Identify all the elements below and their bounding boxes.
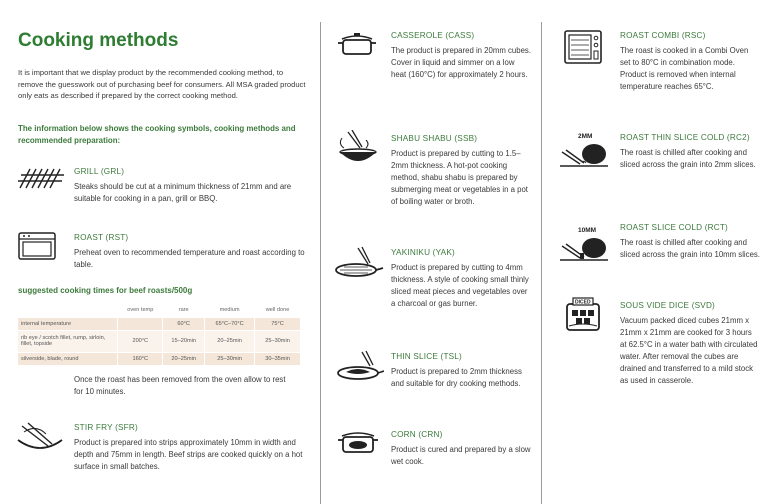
method-desc: Product is cured and prepared by a slow wet cook. (391, 445, 531, 467)
shabu-shabu-icon (336, 130, 380, 170)
roast-slice-cold-icon (558, 224, 610, 262)
rest-note: Once the roast has been removed from the oven allow to rest for 10 minutes. (74, 375, 286, 397)
method-desc: Vacuum packed diced cubes 21mm x 21mm x 21mm are cooked for 3 hours at 62.5°C in a water bath with circulated water. After removal the cubes are drained and transferred to a mild stock as used in casserole. (620, 316, 758, 386)
grill-icon (18, 166, 64, 192)
table-header: oven temp (118, 303, 163, 317)
table-row: internal temperature 60°C 65°C–70°C 75°C (18, 317, 301, 330)
page-title: Cooking methods (18, 30, 179, 51)
method-roast-thin-slice-cold (620, 133, 760, 171)
method-desc: The product is prepared in 20mm cubes. Cover in liquid and simmer on a low heat (160°C) for approximately 2 hours. (391, 46, 531, 80)
intro-text: It is important that we display product by the recommended cooking method, to remove the guesswork out of purchasing beef for consumers. All MSA graded product only eats as described if prepared by the correct cooking method. (18, 68, 306, 101)
method-thin-slice (391, 352, 531, 390)
method-desc: Product is prepared into strips approximately 10mm in width and depth and 75mm in length. Beef strips are cooked quickly on a hot surface in small batches. (74, 438, 303, 472)
combi-oven-icon (564, 30, 602, 64)
thin-slice-icon (336, 350, 384, 382)
method-stir-fry (74, 423, 310, 473)
sous-vide-icon (563, 296, 603, 332)
method-desc: Product is prepared by cutting to 4mm thickness. A style of cooking small thinly sliced meat pieces and vegetables over a charcoal or gas burner. (391, 263, 529, 309)
table-header (18, 303, 118, 317)
method-desc: Preheat oven to recommended temperature and roast according to table. (74, 248, 305, 270)
method-desc: Product is prepared to 2mm thickness and suitable for dry cooking methods. (391, 367, 522, 389)
method-roast (74, 233, 306, 271)
cooking-times-table (18, 303, 301, 366)
slice-size-label: 10MM (578, 227, 597, 234)
table-header: medium (205, 303, 255, 317)
method-sous-vide-dice (620, 301, 760, 388)
table-header: rare (163, 303, 205, 317)
method-desc: The roast is cooked in a Combi Oven set to 80°C in combination mode. Product is removed when internal temperature reaches 65°C. (620, 46, 749, 92)
method-desc: The roast is chilled after cooking and sliced across the grain into 2mm slices. (620, 148, 756, 170)
column-divider (320, 22, 321, 504)
casserole-icon (338, 32, 376, 58)
method-desc: Steaks should be cut at a minimum thickness of 21mm and are suitable for cooking in a pan, grill or BBQ. (74, 182, 292, 204)
roast-thin-slice-cold-icon (558, 130, 610, 168)
method-name: SHABU SHABU (SSB) (391, 134, 478, 143)
method-name: STIR FRY (SFR) (74, 423, 138, 432)
method-name: ROAST THIN SLICE COLD (RC2) (620, 133, 750, 142)
method-name: CORN (CRN) (391, 430, 443, 439)
column-divider (541, 22, 542, 504)
method-name: ROAST COMBI (RSC) (620, 31, 706, 40)
intro-heading: The information below shows the cooking symbols, cooking methods and recommended preparation: (18, 124, 296, 145)
method-shabu-shabu (391, 134, 531, 208)
table-note (74, 374, 294, 398)
method-name: CASSEROLE (CASS) (391, 31, 475, 40)
method-corn (391, 430, 531, 468)
table-row: silverside, blade, round 160°C 20–25min 25–30min 30–35min (18, 352, 301, 365)
corn-icon (338, 428, 378, 456)
oven-icon (18, 232, 56, 260)
method-name: THIN SLICE (TSL) (391, 352, 462, 361)
method-roast-combi (620, 31, 760, 93)
method-name: ROAST (RST) (74, 233, 129, 242)
method-name: SOUS VIDE DICE (SVD) (620, 301, 715, 310)
method-desc: The roast is chilled after cooking and sliced across the grain into 10mm slices. (620, 238, 760, 260)
table-heading: suggested cooking times for beef roasts/500g (18, 286, 193, 295)
yakiniku-icon (334, 246, 384, 280)
method-roast-slice-cold (620, 223, 760, 261)
method-name: ROAST SLICE COLD (RCT) (620, 223, 728, 232)
method-yakiniku (391, 248, 531, 310)
method-desc: Product is prepared by cutting to 1.5–2mm thickness. A hot-pot cooking method, shabu shabu is prepared by submerging meat or vegetables in a pot of boiling water or broth. (391, 149, 528, 207)
table-header: well done (255, 303, 301, 317)
table-row: rib eye / scotch fillet, rump, sirloin, fillet, topside 200°C 15–20min 20–25min 25–30min (18, 330, 301, 352)
method-name: YAKINIKU (YAK) (391, 248, 455, 257)
slice-size-label: 2MM (578, 133, 593, 140)
diced-label: DICED (575, 299, 591, 306)
method-name: GRILL (GRL) (74, 167, 125, 176)
wok-icon (16, 420, 64, 454)
method-casserole (391, 31, 531, 81)
method-grill (74, 167, 306, 205)
